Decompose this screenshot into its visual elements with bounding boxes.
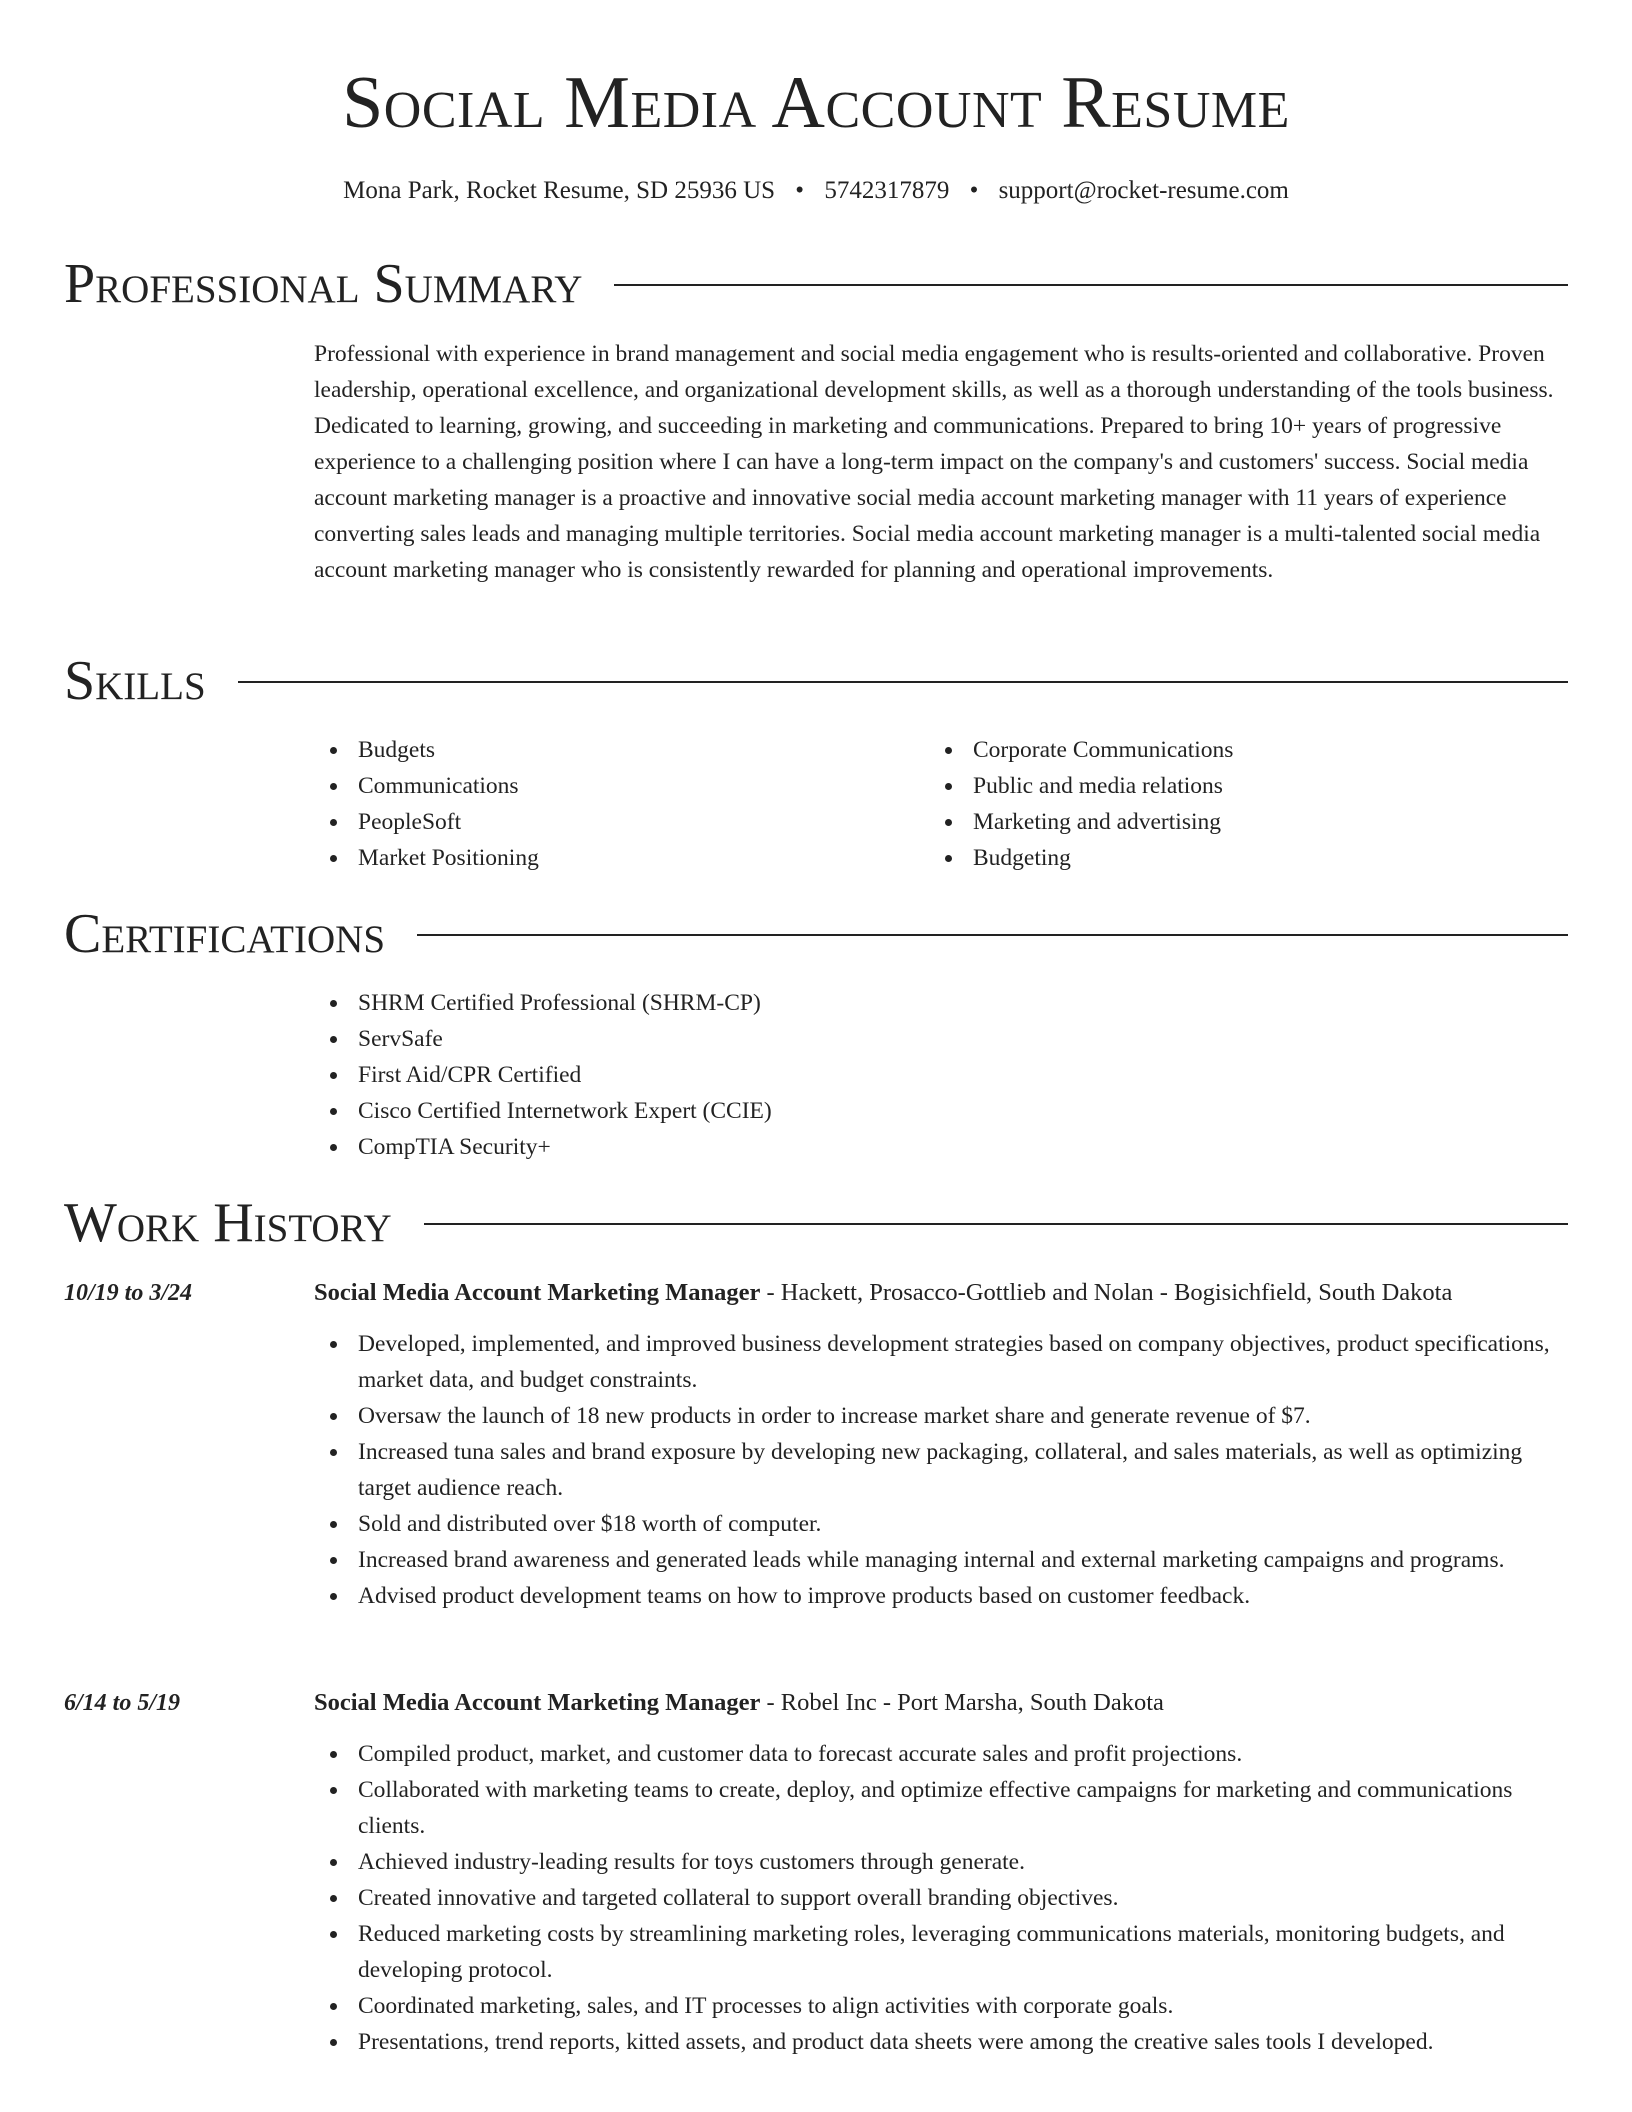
- job-bullet: Oversaw the launch of 18 new products in order to increase market share and generate revenue of $7.: [314, 1398, 1568, 1434]
- section-divider: [614, 284, 1568, 286]
- skill-item: Budgets: [314, 732, 929, 768]
- job-title-line: [314, 1686, 1592, 1720]
- job-bullets: [314, 1736, 1568, 2060]
- job-bullet: Increased tuna sales and brand exposure by developing new packaging, collateral, and sales materials, as well as optimizing target audience reach.: [314, 1434, 1568, 1506]
- certification-item: SHRM Certified Professional (SHRM-CP): [314, 985, 1568, 1021]
- certification-item: Cisco Certified Internetwork Expert (CCIE): [314, 1093, 1568, 1129]
- certifications-content: [314, 985, 1568, 1165]
- job-bullets-container: [314, 1326, 1568, 1614]
- certifications-heading: Certifications: [64, 903, 386, 965]
- skill-item: Budgeting: [929, 840, 1544, 876]
- skills-column-right: [929, 732, 1544, 876]
- section-divider: [417, 934, 1568, 936]
- skill-item: Marketing and advertising: [929, 804, 1544, 840]
- job-bullets-container: [314, 1736, 1568, 2060]
- job-role: Social Media Account Marketing Manager: [314, 1279, 761, 1306]
- skills-section-header: [64, 649, 1568, 713]
- contact-phone: 5742317879: [824, 177, 950, 204]
- contact-separator: •: [795, 177, 805, 204]
- summary-heading: Professional Summary: [64, 253, 583, 315]
- job-bullet: Sold and distributed over $18 worth of computer.: [314, 1506, 1568, 1542]
- contact-line: [0, 174, 1632, 208]
- contact-separator: •: [969, 177, 979, 204]
- certification-item: First Aid/CPR Certified: [314, 1057, 1568, 1093]
- section-divider: [238, 681, 1568, 683]
- job-employer-location: - Robel Inc - Port Marsha, South Dakota: [760, 1689, 1164, 1716]
- skill-item: Market Positioning: [314, 840, 929, 876]
- certifications-section-header: [64, 902, 1568, 966]
- section-divider: [424, 1223, 1568, 1225]
- job-bullets: [314, 1326, 1568, 1614]
- job-bullet: Coordinated marketing, sales, and IT processes to align activities with corporate goals.: [314, 1988, 1568, 2024]
- job-title-line: [314, 1276, 1592, 1310]
- summary-text: Professional with experience in brand management and social media engagement who is results-oriented and collaborative. Proven leadership, operational excellence, and organizational development skills, as well as a thorough understanding of the tools business. Dedicated to learning, growing, and succeeding in marketing and communications. Prepared to bring 10+ years of progressive experience to a challenging position where I can have a long-term impact on the company's and customers' success. Social media account marketing manager is a proactive and innovative social media account marketing manager with 11 years of experience converting sales leads and managing multiple territories. Social media account marketing manager is a multi-talented social media account marketing manager who is consistently rewarded for planning and operational improvements.: [314, 341, 1554, 583]
- skill-item: PeopleSoft: [314, 804, 929, 840]
- certifications-list: [314, 985, 1568, 1165]
- contact-address: Mona Park, Rocket Resume, SD 25936 US: [343, 177, 776, 204]
- skill-item: Public and media relations: [929, 768, 1544, 804]
- job-bullet: Compiled product, market, and customer data to forecast accurate sales and profit projections.: [314, 1736, 1568, 1772]
- job-bullet: Reduced marketing costs by streamlining marketing roles, leveraging communications materials, monitoring budgets, and developing protocol.: [314, 1916, 1568, 1988]
- job-bullet: Presentations, trend reports, kitted assets, and product data sheets were among the creative sales tools I developed.: [314, 2024, 1568, 2060]
- job-bullet: Developed, implemented, and improved business development strategies based on company objectives, product specifications, market data, and budget constraints.: [314, 1326, 1568, 1398]
- certification-item: ServSafe: [314, 1021, 1568, 1057]
- summary-content: [314, 336, 1568, 588]
- job-bullet: Achieved industry-leading results for toys customers through generate.: [314, 1844, 1568, 1880]
- work-history-heading: Work History: [64, 1192, 392, 1254]
- skills-list: [314, 732, 1568, 876]
- skills-heading: Skills: [64, 650, 206, 712]
- certification-item: CompTIA Security+: [314, 1129, 1568, 1165]
- job-bullet: Collaborated with marketing teams to create, deploy, and optimize effective campaigns for marketing and communications clients.: [314, 1772, 1568, 1844]
- job-bullet: Increased brand awareness and generated leads while managing internal and external marketing campaigns and programs.: [314, 1542, 1568, 1578]
- job-bullet: Advised product development teams on how to improve products based on customer feedback.: [314, 1578, 1568, 1614]
- job-dates: 6/14 to 5/19: [64, 1690, 181, 1716]
- skill-item: Corporate Communications: [929, 732, 1544, 768]
- job-bullet: Created innovative and targeted collateral to support overall branding objectives.: [314, 1880, 1568, 1916]
- summary-section-header: [64, 252, 1568, 316]
- contact-email: support@rocket-resume.com: [998, 177, 1289, 204]
- job-dates: 10/19 to 3/24: [64, 1280, 193, 1306]
- skill-item: Communications: [314, 768, 929, 804]
- job-role: Social Media Account Marketing Manager: [314, 1689, 761, 1716]
- resume-title: Social Media Account Resume: [342, 62, 1290, 144]
- skills-column-left: [314, 732, 929, 876]
- work-history-section-header: [64, 1191, 1568, 1255]
- job-employer-location: - Hackett, Prosacco-Gottlieb and Nolan - Bogisichfield, South Dakota: [760, 1279, 1453, 1306]
